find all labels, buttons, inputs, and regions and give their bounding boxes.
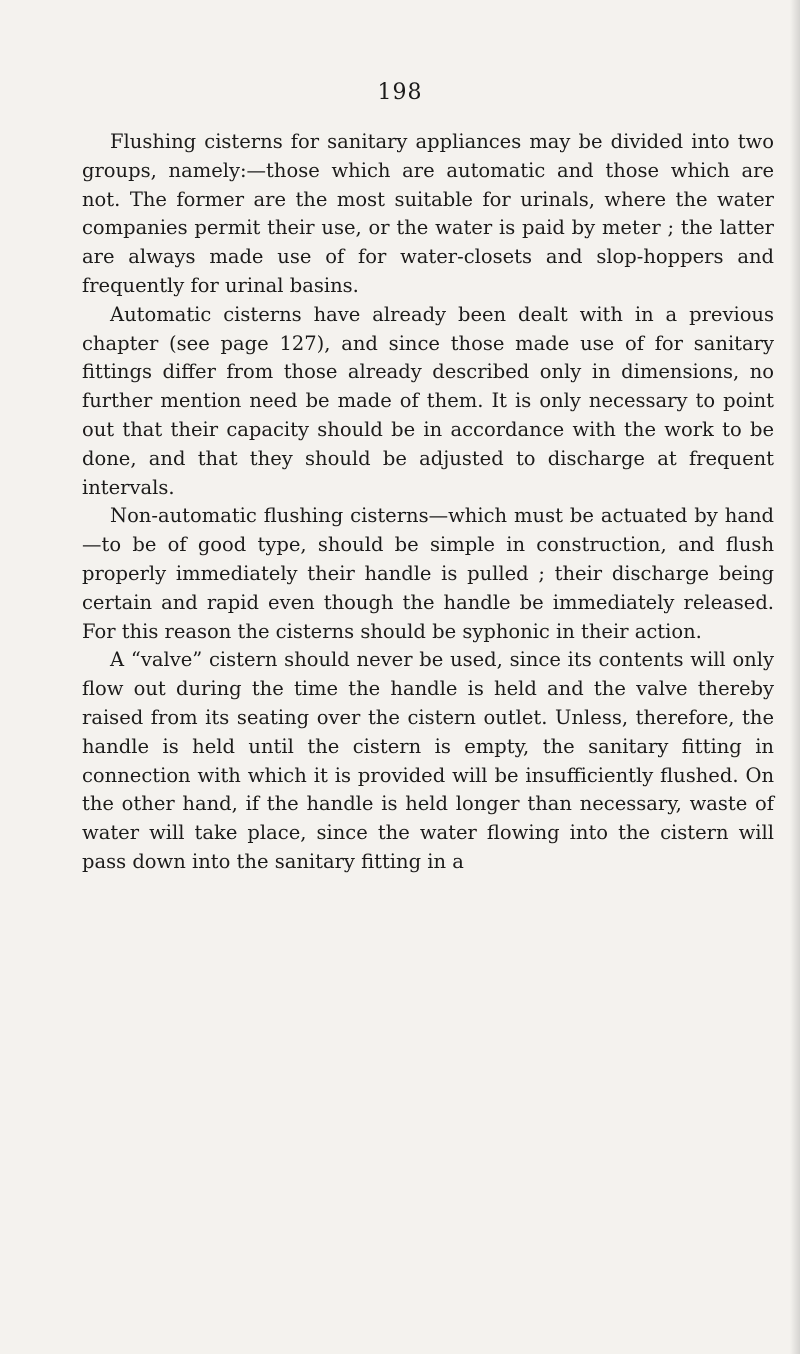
paragraph-2: Automatic cisterns have already been dealt with in a previous chapter (see page 127), and since those made use of for sanitary fittings differ from those already described only in dimensions, no further mention need be made of them. It is only necessary to point out that their capacity should be in accordance with the work to be done, and that they should be adjusted to discharge at frequent intervals. <box>82 302 774 499</box>
page-number: 198 <box>377 80 423 105</box>
body-text <box>82 128 774 877</box>
page-edge-shadow <box>790 0 800 1354</box>
paragraph-1: Flushing cisterns for sanitary appliances may be divided into two groups, namely:—those which are automatic and those which are not. The former are the most suitable for urinals, where the water companies permit their use, or the water is paid by meter ; the latter are always made use of for water-closets and slop-hoppers and frequently for urinal basins. <box>82 130 774 297</box>
paragraph-4: A “valve” cistern should never be used, since its contents will only flow out during the time the handle is held and the valve thereby raised from its seating over the cistern outlet. Unless, therefore, the handle is held until the cistern is empty, the sanitary fitting in connection with which it is provided will be insufficiently flushed. On the other hand, if the handle is held longer than necessary, waste of water will take place, since the water flowing into the cistern will pass down into the sanitary fitting in a <box>82 648 774 873</box>
paragraph-3: Non-automatic flushing cisterns—which must be actuated by hand—to be of good type, should be simple in construction, and flush properly immediately their handle is pulled ; their discharge being certain and rapid even though the handle be immediately released. For this reason the cisterns should be syphonic in their action. <box>82 504 774 643</box>
